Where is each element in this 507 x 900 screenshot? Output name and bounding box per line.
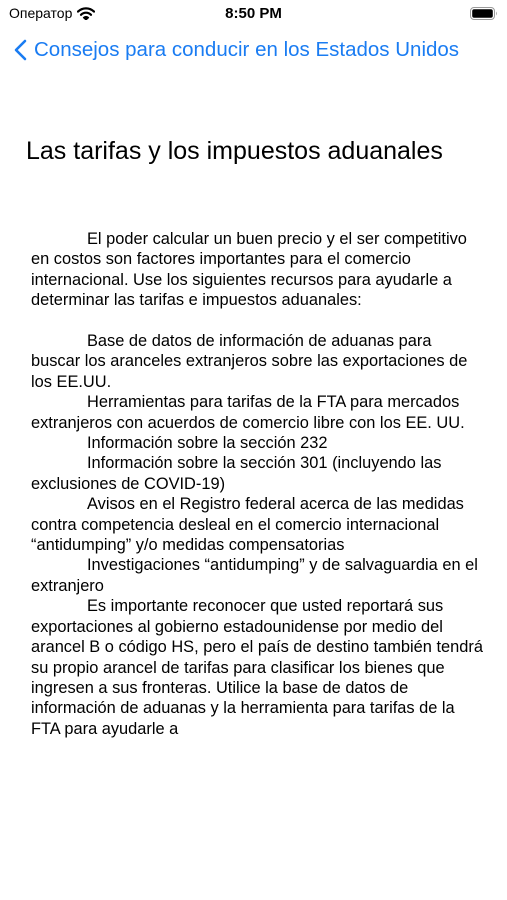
paragraph-section-232: Información sobre la sección 232 <box>87 434 328 453</box>
article-body <box>31 229 483 739</box>
paragraph-federal-register: Avisos en el Registro federal acerca de las medidas contra competencia desleal en el comercio internacional “antidumping” y/o medidas compensatorias <box>31 495 464 555</box>
paragraph-fta-tools: Herramientas para tarifas de la FTA para mercados extranjeros con acuerdos de comercio libre con los EE. UU. <box>31 393 465 432</box>
battery-icon <box>470 7 498 20</box>
paragraph-investigations: Investigaciones “antidumping” y de salvaguardia en el extranjero <box>31 556 478 595</box>
navigation-bar <box>0 32 507 76</box>
back-button[interactable] <box>14 38 459 62</box>
back-button-label: Consejos para conducir en los Estados Unidos <box>34 38 460 61</box>
page-title: Las tarifas y los impuestos aduanales <box>26 137 443 165</box>
carrier-name: Оператор <box>9 5 73 21</box>
status-time: 8:50 PM <box>225 5 282 22</box>
status-bar <box>0 0 507 30</box>
paragraph-customs-database: Base de datos de información de aduanas para buscar los aranceles extranjeros sobre las exportaciones de los EE.UU. <box>31 332 468 391</box>
paragraph-section-301: Información sobre la sección 301 (incluyendo las exclusiones de COVID-19) <box>31 454 442 493</box>
chevron-left-icon <box>14 39 27 61</box>
paragraph-intro: El poder calcular un buen precio y el ser competitivo en costos son factores importantes para el comercio internacional. Use los siguientes recursos para ayudarle a determinar las tarifas e impuestos aduanales: <box>31 230 467 310</box>
paragraph-hs-code: Es importante reconocer que usted reportará sus exportaciones al gobierno estadounidense por medio del arancel B o código HS, pero el país de destino también tendrá su propio arancel de tarifas para clasificar los bienes que ingresen a sus fronteras. Utilice la base de datos de información de aduanas y la herramienta para tarifas de la FTA para ayudarle a <box>31 597 483 738</box>
